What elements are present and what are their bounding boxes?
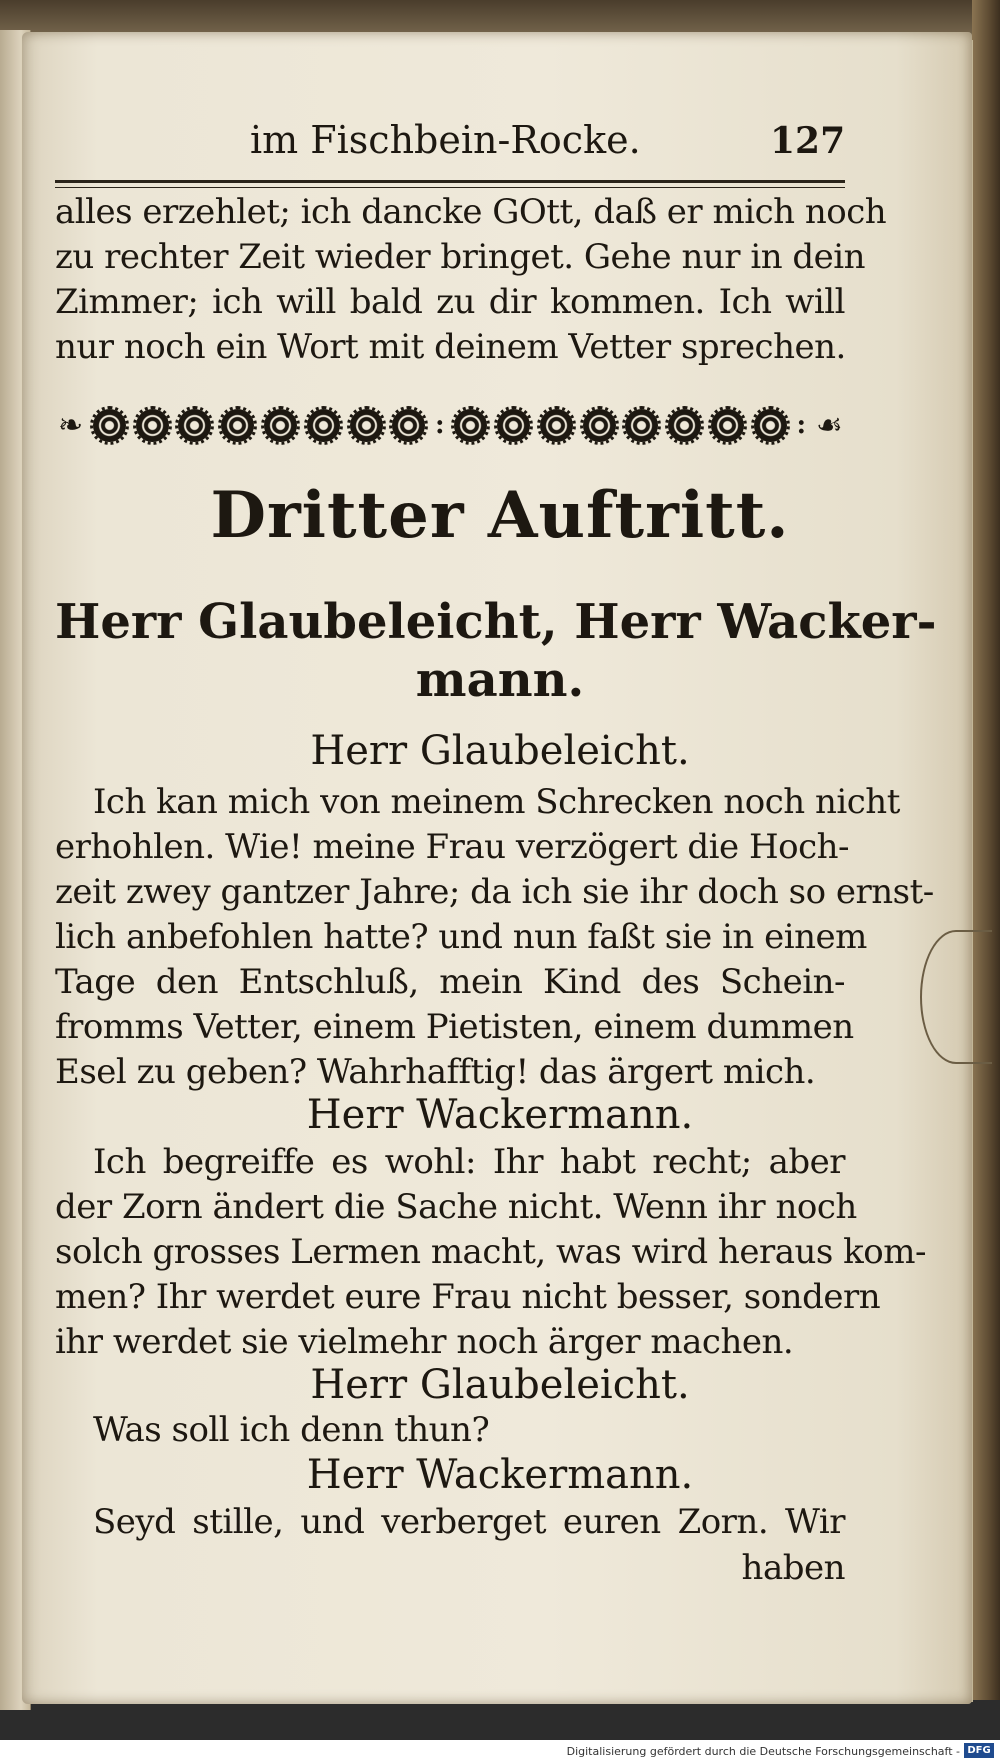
text-line: zeit zwey gantzer Jahre; da ich sie ihr doch so ernst- <box>55 872 934 912</box>
cast-list: Herr Glaubeleicht, Herr Wacker- <box>55 594 937 650</box>
flower-ornament-icon <box>221 409 254 442</box>
flower-ornament-icon <box>711 409 744 442</box>
text-line: nur noch ein Wort mit deinem Vetter sprechen. <box>55 327 846 367</box>
flower-ornament-icon <box>625 409 658 442</box>
speaker-name: Herr Wackermann. <box>306 1452 694 1498</box>
flower-ornament-icon <box>754 409 787 442</box>
text-line: der Zorn ändert die Sache nicht. Wenn ihr noch <box>55 1187 857 1227</box>
speaker-name: Herr Wackermann. <box>306 1092 694 1138</box>
flower-ornament-icon <box>178 409 211 442</box>
running-head <box>0 118 1000 168</box>
text-line: Ich begreiffe es wohl: Ihr habt recht; aber <box>93 1142 845 1182</box>
text-line: Esel zu geben? Wahrhafftig! das ärgert mich. <box>55 1052 816 1092</box>
book-background-bottom <box>0 1700 1000 1740</box>
ornament-colon-icon: : <box>435 410 445 440</box>
flower-ornament-icon <box>540 409 573 442</box>
text-line: Tage den Entschluß, mein Kind des Schein- <box>55 962 845 1002</box>
text-line: ihr werdet sie vielmehr noch ärger machen. <box>55 1322 794 1362</box>
bookmark-clip <box>920 930 992 1064</box>
digitization-credit: Digitalisierung gefördert durch die Deutsche Forschungsgemeinschaft - <box>566 1745 960 1758</box>
dfg-logo: DFG <box>964 1743 994 1758</box>
flower-ornament-icon <box>392 409 425 442</box>
text-line: Seyd stille, und verberget euren Zorn. Wir <box>93 1502 845 1542</box>
flower-ornament-icon <box>583 409 616 442</box>
flower-ornament-icon <box>497 409 530 442</box>
text-line: Ich kan mich von meinem Schrecken noch nicht <box>93 782 900 822</box>
speaker-name: Herr Glaubeleicht. <box>310 1362 690 1408</box>
scene-title: Dritter Auftritt. <box>210 478 790 553</box>
page-number: 127 <box>770 120 846 162</box>
flower-ornament-icon <box>350 409 383 442</box>
text-line: lich anbefohlen hatte? und nun faßt sie in einem <box>55 917 867 957</box>
text-line: alles erzehlet; ich dancke GOtt, daß er mich noch <box>55 192 887 232</box>
text-line: Zimmer; ich will bald zu dir kommen. Ich will <box>55 282 845 322</box>
text-line: solch grosses Lermen macht, was wird heraus kom- <box>55 1232 926 1272</box>
flower-ornament-icon <box>93 409 126 442</box>
text-line: zu rechter Zeit wieder bringet. Gehe nur in dein <box>55 237 866 277</box>
speaker-name: Herr Glaubeleicht. <box>310 728 690 774</box>
flower-ornament-icon <box>454 409 487 442</box>
flower-ornament-icon <box>668 409 701 442</box>
ornament-right-icon: ☙ <box>815 407 843 443</box>
ornament-colon-icon: : <box>796 410 807 440</box>
flower-ornament-icon <box>136 409 169 442</box>
ornament-left-icon: ❧ <box>58 407 84 443</box>
running-title: im Fischbein-Rocke. <box>250 118 641 162</box>
ornament-band <box>58 405 843 445</box>
flower-ornament-icon <box>307 409 340 442</box>
catchword: haben <box>741 1548 845 1588</box>
header-rule <box>55 180 845 188</box>
text-line: Was soll ich denn thun? <box>93 1410 490 1450</box>
text-line: fromms Vetter, einem Pietisten, einem dummen <box>55 1007 854 1047</box>
text-line: men? Ihr werdet eure Frau nicht besser, sondern <box>55 1277 881 1317</box>
flower-ornament-icon <box>264 409 297 442</box>
cast-list-continued: mann. <box>415 652 585 708</box>
text-line: erhohlen. Wie! meine Frau verzögert die Hoch- <box>55 827 850 867</box>
